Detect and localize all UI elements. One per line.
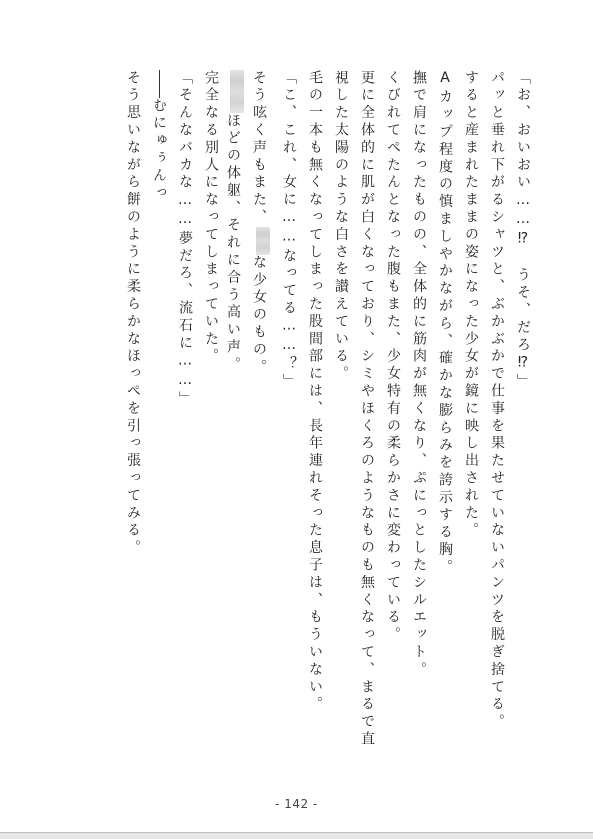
- text-line-2: パッと垂れ下がるシャツと、ぶかぶかで仕事を果たせていないパンツを脱ぎ捨てる。: [489, 70, 505, 732]
- page-bottom-edge: [0, 832, 593, 839]
- text-line-11-part-1: そう呟く声もまた、: [251, 70, 267, 227]
- text-line-14: 「そんなバカな……夢だろ、流石に……」: [177, 70, 193, 409]
- text-line-1: 「お、おいおい……⁉ うそ、だろ⁉」: [515, 70, 531, 392]
- text-line-12: [225, 70, 244, 770]
- text-line-6: くびれてぺたんとなった腹もまた、少女特有の柔らかさに変わっている。: [385, 70, 401, 645]
- text-line-4: Aカップ程度の慎ましやかながら、確かな膨らみを誇示する胸。: [437, 70, 453, 577]
- text-line-13: 完全なる別人になってしまっていた。: [203, 70, 219, 366]
- blurred-word: [230, 70, 244, 113]
- text-line-9: 毛の一本も無くなってしまった股間部には、長年連れそった息子は、もういない。: [307, 70, 323, 714]
- em-dash: [159, 70, 160, 98]
- text-line-5: 撫で肩になったものの、全体的に筋肉が無くなり、ぷにっとしたシルエット。: [411, 70, 427, 679]
- text-line-8: 視した太陽のような白さを讃えている。: [333, 70, 349, 384]
- text-line-7: 更に全体的に肌が白くなっており、シミやほくろのようなものも無くなって、まるで直: [359, 70, 375, 749]
- text-line-11-part-2: な少女のもの。: [251, 254, 267, 377]
- text-line-3: すると産まれたままの姿になった少女が鏡に映し出された。: [463, 70, 479, 540]
- blurred-word: [256, 227, 270, 255]
- text-line-11: [251, 70, 270, 770]
- text-line-10: 「こ、これ、女に……なってる……？」: [281, 70, 297, 392]
- text-line-16: そう思いながら餅のように柔らかなほっぺを引っ張ってみる。: [125, 70, 141, 558]
- text-line-12-text: ほどの体躯、それに合う高い声。: [225, 113, 241, 374]
- text-line-15-text: むにゅぅんっ: [151, 98, 167, 203]
- page-number: - 142 -: [275, 797, 318, 811]
- text-line-15: [150, 70, 166, 770]
